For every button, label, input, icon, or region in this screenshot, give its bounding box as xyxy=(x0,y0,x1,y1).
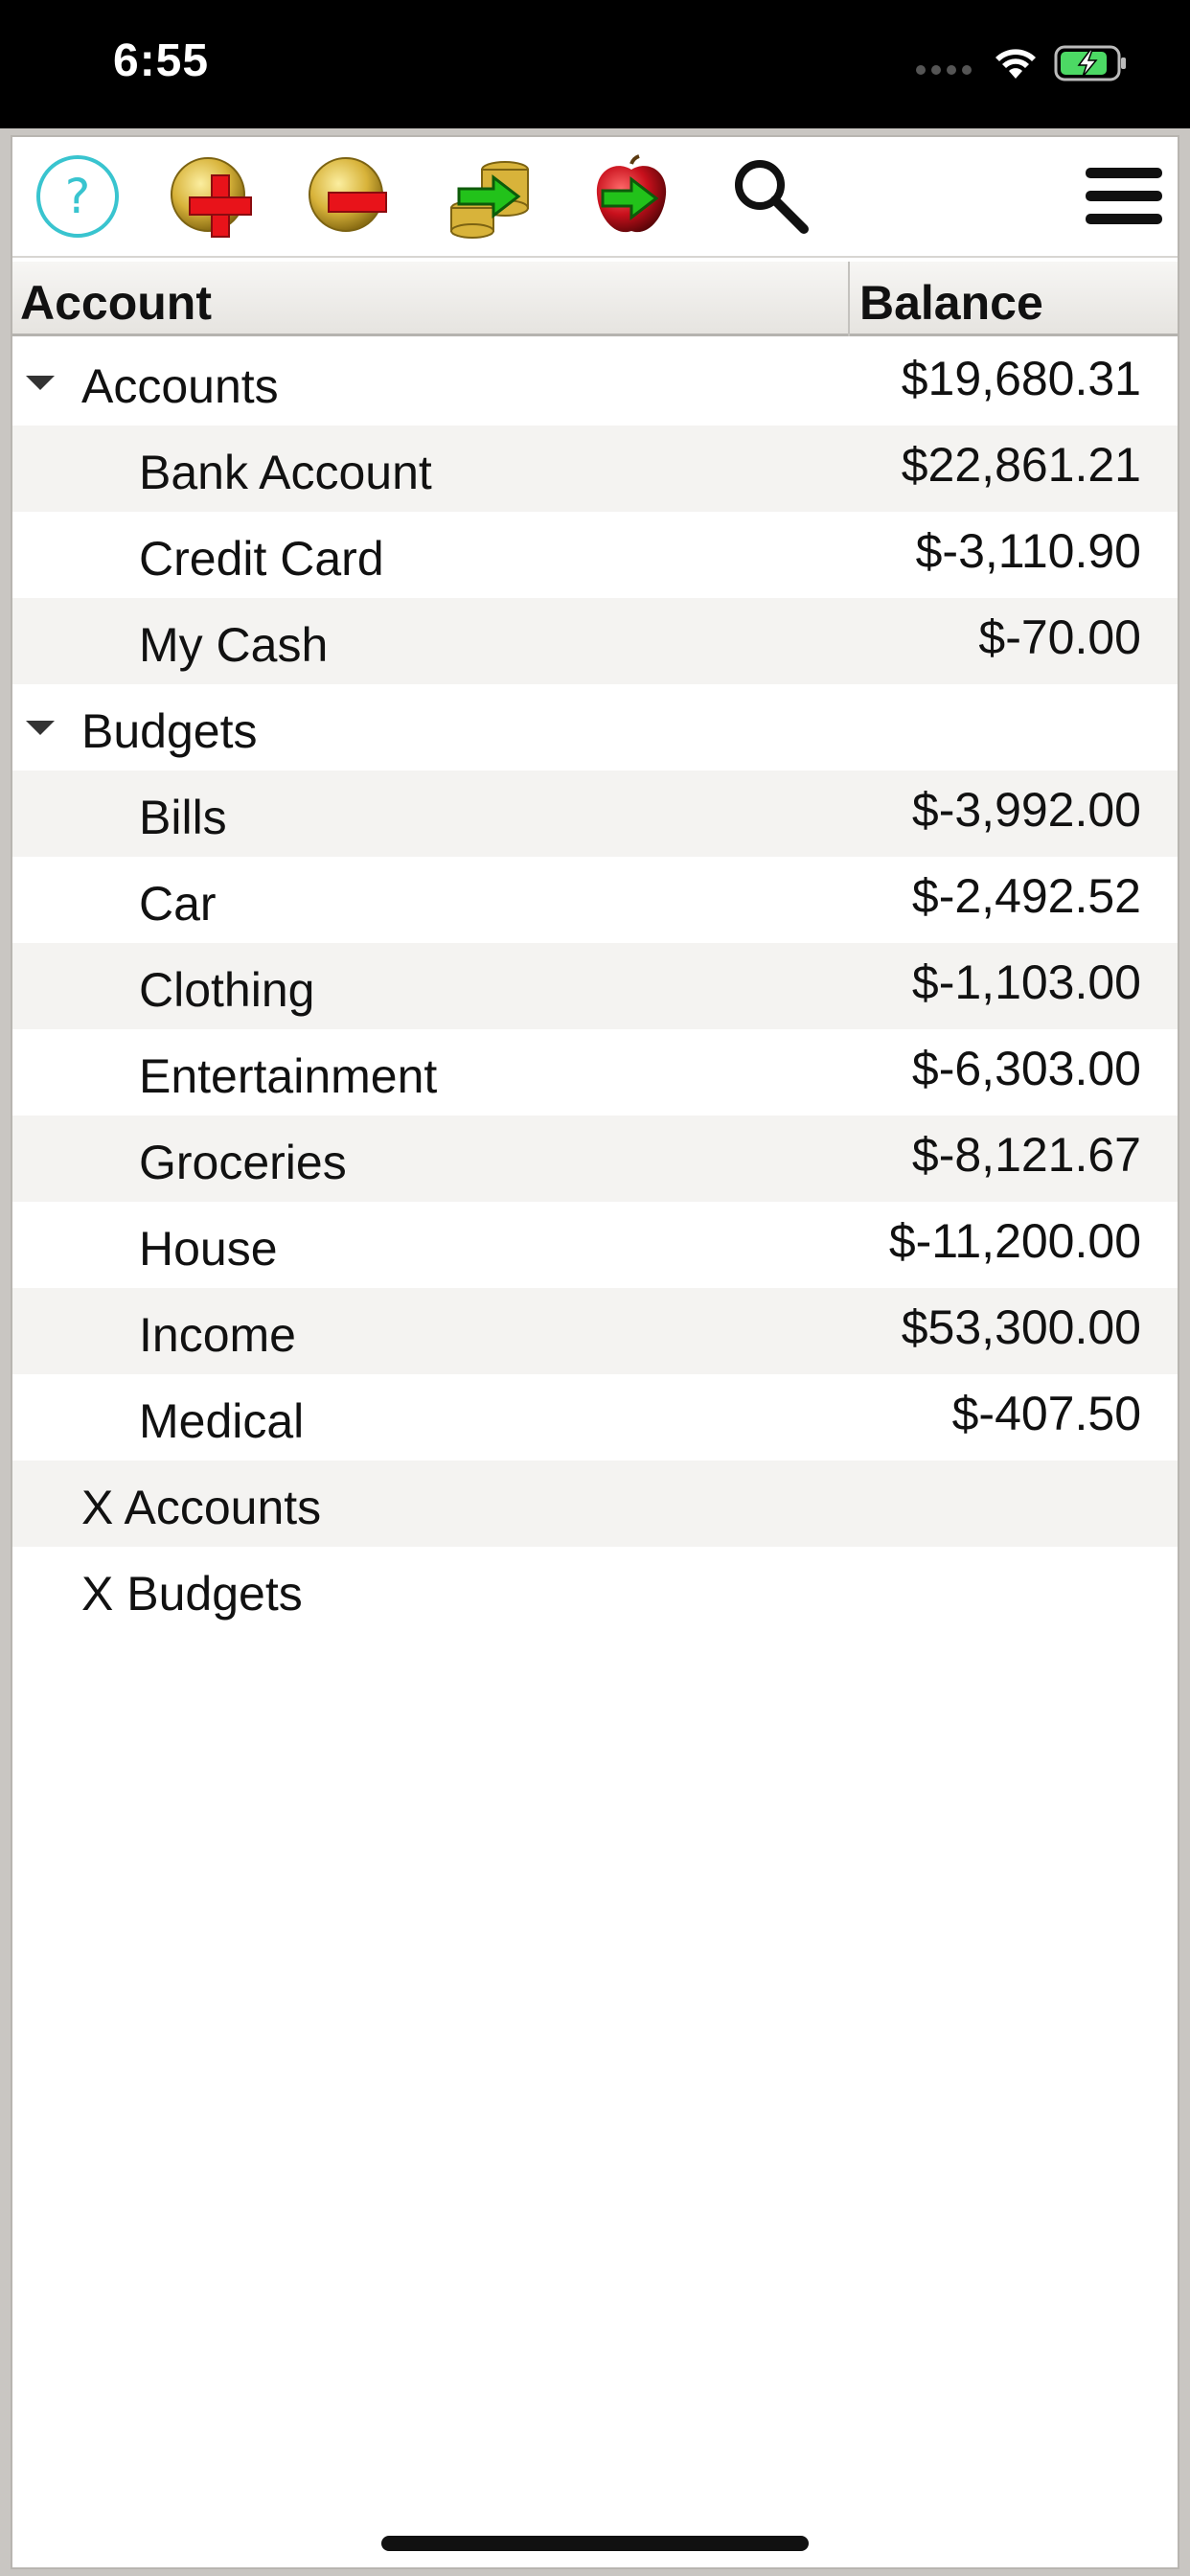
wifi-icon xyxy=(993,46,1039,80)
table-header xyxy=(12,262,1178,336)
row-label: Accounts xyxy=(81,359,279,413)
add-coin-icon xyxy=(166,150,258,242)
tree-row-credit-card[interactable] xyxy=(12,512,1178,598)
tree-row-bills[interactable] xyxy=(12,770,1178,857)
toolbar xyxy=(12,137,1178,258)
row-label: Entertainment xyxy=(139,1049,438,1103)
account-column-header[interactable]: Account xyxy=(20,276,212,330)
disclosure-triangle-icon[interactable] xyxy=(26,376,55,390)
row-label: Budgets xyxy=(81,704,258,758)
tree-row-x-accounts[interactable] xyxy=(12,1460,1178,1547)
row-balance: $-11,200.00 xyxy=(888,1214,1141,1268)
menu-icon xyxy=(1084,162,1164,231)
tree-row-my-cash[interactable] xyxy=(12,598,1178,684)
row-label: Clothing xyxy=(139,963,315,1017)
transfer-button[interactable] xyxy=(446,150,538,242)
tree-row-bank-account[interactable] xyxy=(12,426,1178,512)
disclosure-triangle-icon[interactable] xyxy=(26,721,55,735)
tree-row-budgets[interactable] xyxy=(12,684,1178,770)
tree-row-x-budgets[interactable] xyxy=(12,1547,1178,1633)
tree-row-groceries[interactable] xyxy=(12,1116,1178,1202)
row-label: Income xyxy=(139,1308,296,1362)
add-account-button[interactable] xyxy=(166,150,258,242)
search-button[interactable] xyxy=(723,150,815,242)
budget-transfer-button[interactable] xyxy=(585,150,677,242)
status-bar xyxy=(0,0,1190,128)
row-label: Bills xyxy=(139,791,227,844)
menu-button[interactable] xyxy=(1078,150,1170,242)
transfer-coins-icon xyxy=(446,150,538,242)
account-tree xyxy=(12,339,1178,1633)
search-icon xyxy=(725,152,813,241)
content-panel xyxy=(11,135,1179,2569)
row-balance: $-2,492.52 xyxy=(911,869,1141,923)
row-balance: $-3,110.90 xyxy=(915,524,1141,578)
cellular-signal-icon xyxy=(916,52,972,75)
status-icons xyxy=(916,42,1129,84)
app-frame xyxy=(0,128,1190,2576)
row-balance: $-1,103.00 xyxy=(911,955,1141,1009)
row-label: Car xyxy=(139,877,217,931)
help-icon xyxy=(34,152,122,241)
row-balance: $-407.50 xyxy=(951,1387,1141,1440)
row-label: X Budgets xyxy=(81,1567,303,1621)
row-label: My Cash xyxy=(139,618,329,672)
remove-coin-icon xyxy=(304,150,396,242)
row-balance: $-70.00 xyxy=(978,610,1141,664)
row-label: Credit Card xyxy=(139,532,384,586)
remove-account-button[interactable] xyxy=(304,150,396,242)
row-balance: $19,680.31 xyxy=(901,352,1141,405)
balance-column-header[interactable]: Balance xyxy=(859,276,1043,330)
row-label: Medical xyxy=(139,1394,305,1448)
row-balance: $53,300.00 xyxy=(901,1300,1141,1354)
battery-charging-icon xyxy=(1054,44,1129,82)
row-label: Bank Account xyxy=(139,446,432,499)
help-button[interactable] xyxy=(32,150,124,242)
apple-arrow-icon xyxy=(587,152,675,241)
row-balance: $-6,303.00 xyxy=(911,1042,1141,1095)
column-divider[interactable] xyxy=(848,262,850,336)
row-label: House xyxy=(139,1222,278,1276)
tree-row-house[interactable] xyxy=(12,1202,1178,1288)
row-label: X Accounts xyxy=(81,1481,322,1534)
status-time: 6:55 xyxy=(113,35,210,86)
row-balance: $-3,992.00 xyxy=(911,783,1141,837)
tree-row-clothing[interactable] xyxy=(12,943,1178,1029)
row-balance: $22,861.21 xyxy=(901,438,1141,492)
row-balance: $-8,121.67 xyxy=(911,1128,1141,1182)
tree-row-car[interactable] xyxy=(12,857,1178,943)
tree-row-income[interactable] xyxy=(12,1288,1178,1374)
home-indicator[interactable] xyxy=(381,2536,809,2551)
help-glyph: ? xyxy=(64,169,91,224)
tree-row-entertainment[interactable] xyxy=(12,1029,1178,1116)
tree-row-medical[interactable] xyxy=(12,1374,1178,1460)
tree-row-accounts[interactable] xyxy=(12,339,1178,426)
row-label: Groceries xyxy=(139,1136,347,1189)
